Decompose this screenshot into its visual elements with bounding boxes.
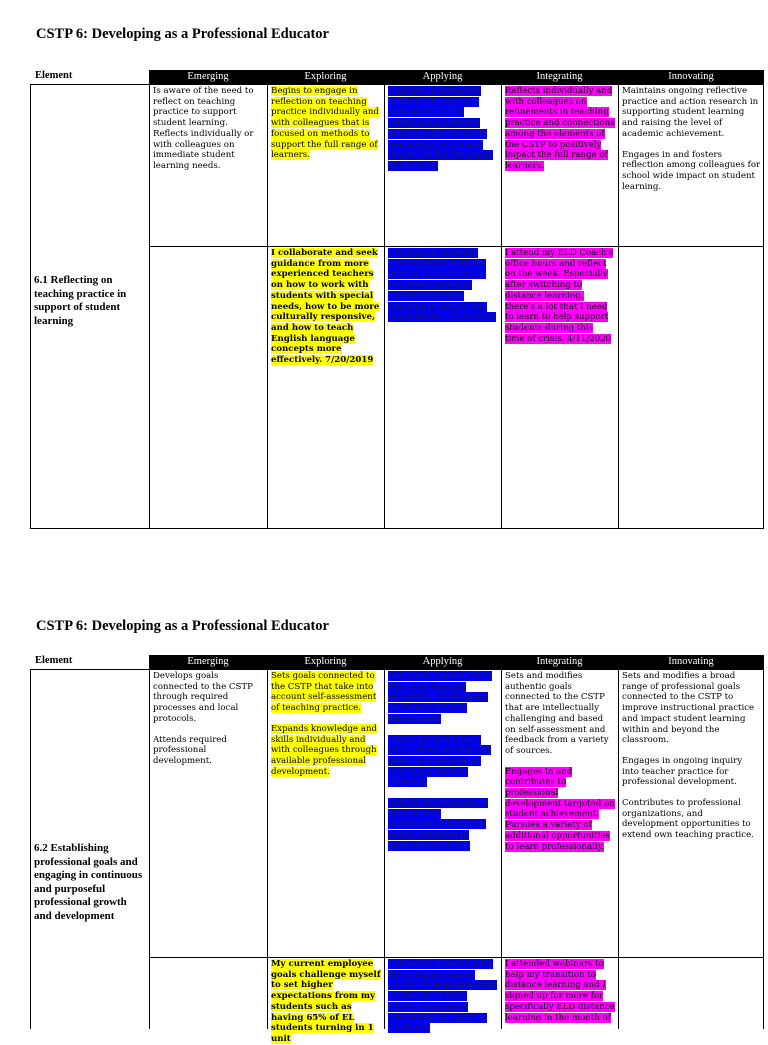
descriptor-exploring: Sets goals connected to the CSTP that take into account self-assessment of teaching practice. Expands knowledge and skills individually and with colleagues through available professional development. — [271, 671, 378, 777]
page-title: CSTP 6: Developing as a Professional Educator — [36, 618, 329, 634]
cstp-table-6-1 — [30, 70, 764, 530]
descriptor-emerging: Is aware of the need to reflect on teaching practice to support student learning. Reflects individually or with colleagues on immediate student learning needs. — [153, 86, 254, 171]
col-header-exploring: Exploring — [267, 70, 384, 84]
table-grid — [30, 669, 764, 1044]
element-header: Element — [35, 655, 73, 666]
evidence-exploring: I collaborate and seek guidance from more experienced teachers on how to work with students with special needs, how to be more culturally responsive, and how to teach English language concepts more effectively. 7/20/2019 — [271, 248, 380, 366]
descriptor-integrating: Reflects individually and with colleagues on refinements in teaching practice and connections among the elements of the CSTP to positively impact the full range of learners. — [505, 86, 615, 171]
element-name-6-2: 6.2 Establishing professional goals and engaging in continuous and purposeful professional growth and development — [34, 842, 143, 922]
descriptor-integrating: Sets and modifies authentic goals connected to the CSTP that are intellectually challenging and based on self-assessment and feedback from a variety of sources. Engages in and contributes to professional development targeted on student achievement. Pursues a variety of additional opportunities to learn professionally. — [505, 671, 615, 852]
element-name-6-1: 6.1 Reflecting on teaching practice in support of student learning — [34, 274, 127, 327]
descriptor-emerging: Develops goals connected to the CSTP through required processes and local protocols. Attends required professional development. — [153, 671, 253, 766]
col-header-emerging: Emerging — [149, 655, 267, 669]
col-header-integrating: Integrating — [501, 655, 618, 669]
evidence-applying: I engage in biweekly conversations with my mentor at least once a two week period to reflect on various teaching practices and implications. 11/20/2019 — [388, 248, 497, 323]
col-header-exploring: Exploring — [267, 655, 384, 669]
evidence-integrating: I attend my ELD Coach's office hours and reflect on the week. Especially after switching to distance learning, there's a lot that I need to learn to help support students during this time of crisis. 4/11/2020 — [505, 248, 614, 344]
descriptor-innovating: Sets and modifies a broad range of professional goals connected to the CSTP to improve instructional practice and impact student learning within and beyond the classroom. Engages in ongoing inquiry into teacher practice for professional development. Contributes to professional organizations, and development opportunities to extend own teaching practice. — [622, 671, 755, 841]
col-header-integrating: Integrating — [501, 70, 618, 84]
evidence-integrating: I attended webinars to help my transition to distance learning and I signed up for more for specifically ELD distance learning in the month of — [505, 959, 615, 1023]
col-header-innovating: Innovating — [618, 655, 764, 669]
evidence-applying: I attended a training for the computer-based ELPAC to begin planning for the 2019-2020 ELPAC summative assessment in order to reach our — [388, 959, 498, 1034]
table-grid — [30, 84, 764, 529]
cstp-table-6-2 — [30, 655, 764, 1044]
descriptor-innovating: Maintains ongoing reflective practice and action research in supporting student learning and raising the level of academic achievement. Engages in and fosters reflection among colleagues for school wide impact on student learning. — [622, 86, 761, 192]
page-title: CSTP 6: Developing as a Professional Educator — [36, 26, 329, 42]
descriptor-exploring: Begins to engage in reflection on teaching practice individually and with colleagues that is focused on methods to support the full range of learners. — [271, 86, 379, 161]
col-header-applying: Applying — [384, 70, 501, 84]
descriptor-applying: Sets goals connected to the CSTP that are authentic, challenging, and based on self-assessment. Aligns personal goals with school and district goals, and focuses on improving student learning. Selects and engages in professional development based on needs identified in professional goals. — [388, 671, 492, 851]
col-header-innovating: Innovating — [618, 70, 764, 84]
col-header-applying: Applying — [384, 655, 501, 669]
col-header-emerging: Emerging — [149, 70, 267, 84]
evidence-exploring: My current employee goals challenge myself to set higher expectations from my students such as having 65% of EL students turning in 1 unit — [271, 959, 381, 1044]
element-header: Element — [35, 70, 73, 81]
descriptor-applying: Engages in reflection individually and with colleagues on the relationship between making adjustments in teaching practice and impact on the full range of learners. — [388, 86, 494, 171]
